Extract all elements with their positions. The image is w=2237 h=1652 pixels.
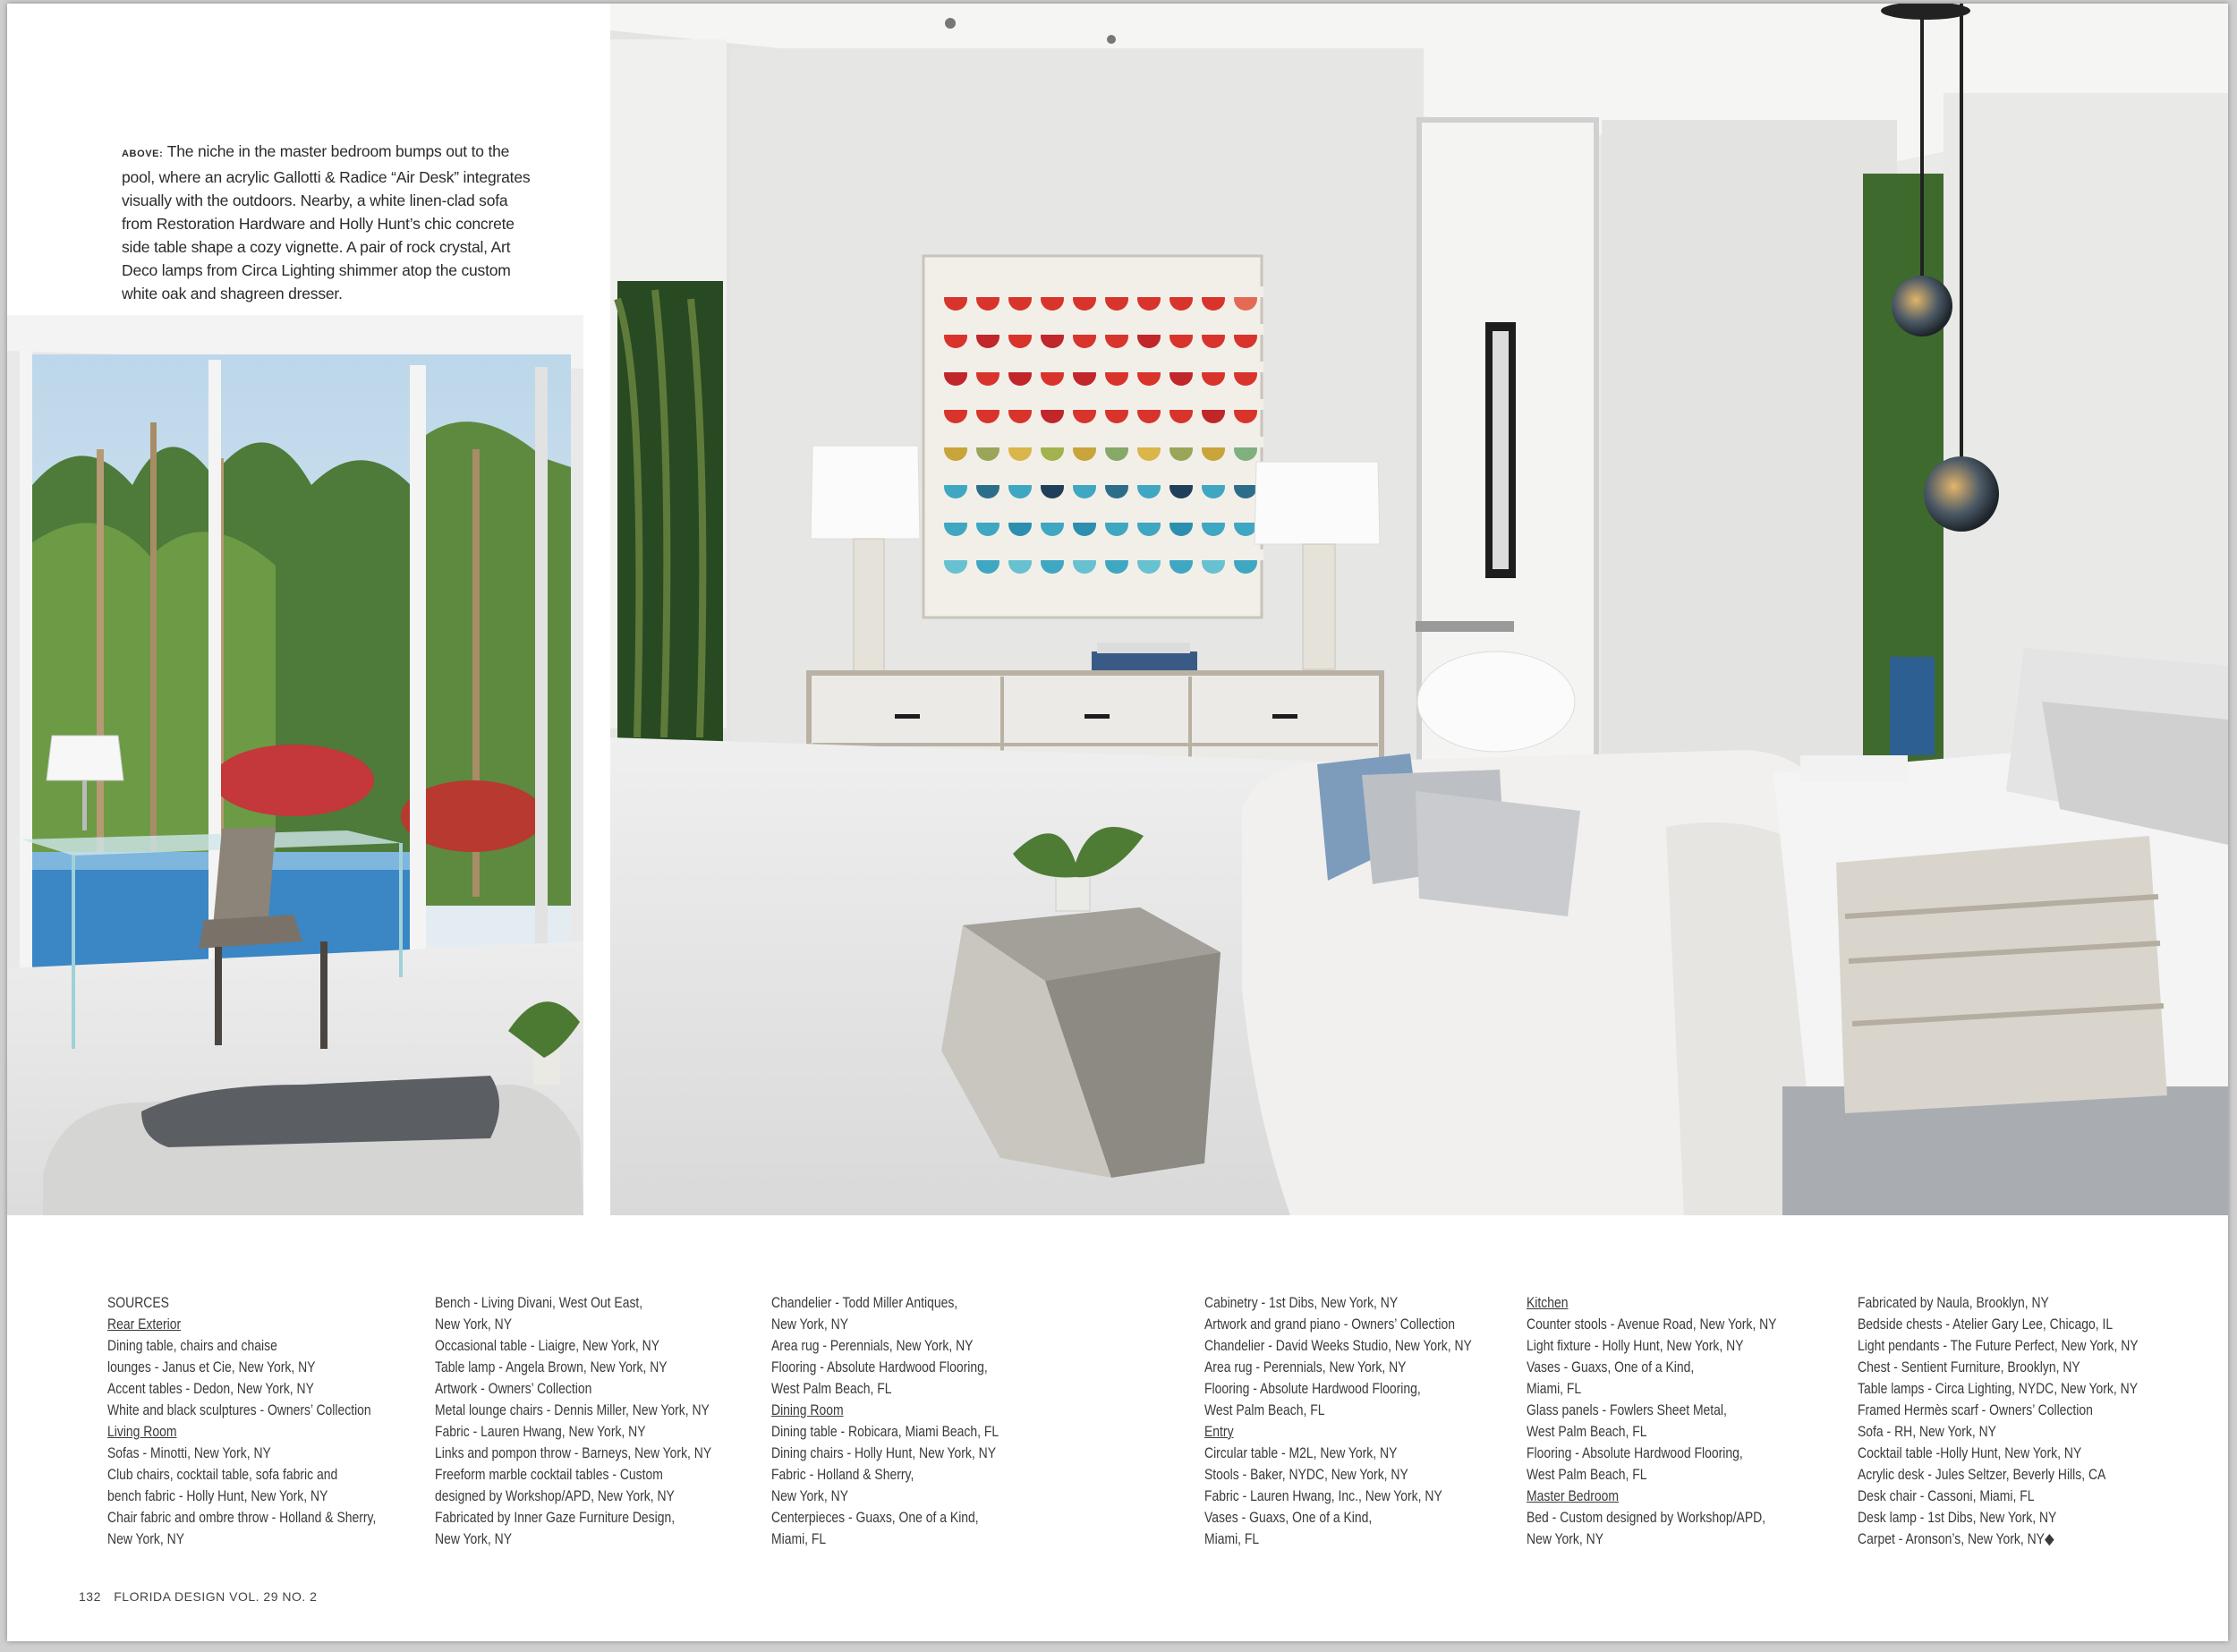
source-line: SOURCES	[107, 1294, 169, 1311]
source-line: Chair fabric and ombre throw - Holland & Sherry,	[107, 1509, 377, 1526]
source-line: West Palm Beach, FL	[1527, 1423, 1647, 1440]
source-line: New York, NY	[435, 1316, 513, 1333]
source-line: Chest - Sentient Furniture, Brooklyn, NY	[1858, 1358, 2080, 1375]
caption-text: The niche in the master bedroom bumps out to the pool, where an acrylic Gallotti & Radice “Air Desk” integrates visually with the outdoors. Nearby, a white linen-clad sofa from Restoration Hardware and Holly Hunt’s chic concrete side table shape a cozy vignette. A pair of rock crystal, Art Deco lamps from Circa Lighting shimmer atop the custom white oak and shagreen dresser.	[122, 142, 531, 302]
magazine-issue: FLORIDA DESIGN VOL. 29 NO. 2	[114, 1589, 318, 1604]
source-line: Metal lounge chairs - Dennis Miller, New York, NY	[435, 1401, 710, 1418]
source-line: Light fixture - Holly Hunt, New York, NY	[1527, 1337, 1744, 1354]
source-line: Links and pompon throw - Barneys, New York, NY	[435, 1444, 712, 1461]
master-bedroom-photo	[610, 4, 2228, 1215]
source-line: Freeform marble cocktail tables - Custom	[435, 1466, 663, 1483]
source-heading: Master Bedroom	[1527, 1487, 1620, 1504]
caption-lead: ABOVE:	[122, 149, 164, 159]
sources-col-5	[1527, 1292, 1776, 1550]
source-heading: Rear Exterior	[107, 1316, 182, 1333]
source-line: Miami, FL	[1204, 1530, 1260, 1547]
sources-col-1	[107, 1292, 376, 1550]
source-heading: Kitchen	[1527, 1294, 1569, 1311]
source-line: New York, NY	[771, 1487, 849, 1504]
source-line: Area rug - Perennials, New York, NY	[771, 1337, 974, 1354]
source-line: Fabricated by Inner Gaze Furniture Design,	[435, 1509, 676, 1526]
source-line: Sofas - Minotti, New York, NY	[107, 1444, 271, 1461]
source-line: Bed - Custom designed by Workshop/APD,	[1527, 1509, 1766, 1526]
source-line: Acrylic desk - Jules Seltzer, Beverly Hills, CA	[1858, 1466, 2106, 1483]
source-line: Circular table - M2L, New York, NY	[1204, 1444, 1398, 1461]
sources-col-4	[1204, 1292, 1472, 1550]
source-line: Dining chairs - Holly Hunt, New York, NY	[771, 1444, 997, 1461]
source-heading: Dining Room	[771, 1401, 844, 1418]
source-line: Cabinetry - 1st Dibs, New York, NY	[1204, 1294, 1399, 1311]
source-line: Stools - Baker, NYDC, New York, NY	[1204, 1466, 1408, 1483]
desk-niche-photo	[7, 315, 583, 1215]
source-line: Miami, FL	[771, 1530, 827, 1547]
source-line: Accent tables - Dedon, New York, NY	[107, 1380, 314, 1397]
sources-col-2	[435, 1292, 711, 1550]
source-line: New York, NY	[771, 1316, 849, 1333]
source-line: Fabric - Holland & Sherry,	[771, 1466, 914, 1483]
source-line: Desk chair - Cassoni, Miami, FL	[1858, 1487, 2035, 1504]
source-line: bench fabric - Holly Hunt, New York, NY	[107, 1487, 328, 1504]
source-line: Table lamps - Circa Lighting, NYDC, New York, NY	[1858, 1380, 2138, 1397]
source-line: White and black sculptures - Owners’ Collection	[107, 1401, 371, 1418]
source-line: Framed Hermès scarf - Owners’ Collection	[1858, 1401, 2093, 1418]
source-line: West Palm Beach, FL	[771, 1380, 892, 1397]
page-number: 132	[79, 1589, 101, 1604]
source-heading: Living Room	[107, 1423, 177, 1440]
source-line: Table lamp - Angela Brown, New York, NY	[435, 1358, 668, 1375]
source-line: Fabric - Lauren Hwang, Inc., New York, NY	[1204, 1487, 1442, 1504]
source-line: Dining table, chairs and chaise	[107, 1337, 277, 1354]
source-line: Chandelier - Todd Miller Antiques,	[771, 1294, 958, 1311]
source-line: Carpet - Aronson’s, New York, NY◆	[1858, 1530, 2054, 1547]
source-line: Flooring - Absolute Hardwood Flooring,	[1204, 1380, 1421, 1397]
source-line: Artwork - Owners’ Collection	[435, 1380, 592, 1397]
source-line: Bedside chests - Atelier Gary Lee, Chicago, IL	[1858, 1316, 2114, 1333]
source-line: Counter stools - Avenue Road, New York, NY	[1527, 1316, 1777, 1333]
source-line: Fabric - Lauren Hwang, New York, NY	[435, 1423, 646, 1440]
source-line: Chandelier - David Weeks Studio, New York, NY	[1204, 1337, 1472, 1354]
source-line: Vases - Guaxs, One of a Kind,	[1527, 1358, 1695, 1375]
magazine-spread	[7, 4, 2228, 1641]
source-heading: Entry	[1204, 1423, 1234, 1440]
source-line: Light pendants - The Future Perfect, New York, NY	[1858, 1337, 2139, 1354]
source-line: West Palm Beach, FL	[1527, 1466, 1647, 1483]
photo-caption	[122, 140, 533, 305]
source-line: Glass panels - Fowlers Sheet Metal,	[1527, 1401, 1727, 1418]
source-line: Dining table - Robicara, Miami Beach, FL	[771, 1423, 999, 1440]
source-line: Vases - Guaxs, One of a Kind,	[1204, 1509, 1373, 1526]
source-line: Flooring - Absolute Hardwood Flooring,	[771, 1358, 988, 1375]
source-line: New York, NY	[1527, 1530, 1604, 1547]
source-line: Area rug - Perennials, New York, NY	[1204, 1358, 1407, 1375]
source-line: New York, NY	[435, 1530, 513, 1547]
source-line: designed by Workshop/APD, New York, NY	[435, 1487, 675, 1504]
source-line: Club chairs, cocktail table, sofa fabric and	[107, 1466, 338, 1483]
page-folio	[79, 1589, 326, 1604]
source-line: Centerpieces - Guaxs, One of a Kind,	[771, 1509, 979, 1526]
source-line: Sofa - RH, New York, NY	[1858, 1423, 1996, 1440]
sources-col-6	[1858, 1292, 2139, 1550]
source-line: Cocktail table -Holly Hunt, New York, NY	[1858, 1444, 2082, 1461]
source-line: Bench - Living Divani, West Out East,	[435, 1294, 643, 1311]
source-line: West Palm Beach, FL	[1204, 1401, 1325, 1418]
sources-col-3	[771, 1292, 999, 1550]
source-line: New York, NY	[107, 1530, 185, 1547]
source-line: Miami, FL	[1527, 1380, 1582, 1397]
source-line: Artwork and grand piano - Owners’ Collection	[1204, 1316, 1455, 1333]
source-line: Flooring - Absolute Hardwood Flooring,	[1527, 1444, 1743, 1461]
source-line: Fabricated by Naula, Brooklyn, NY	[1858, 1294, 2049, 1311]
source-line: Desk lamp - 1st Dibs, New York, NY	[1858, 1509, 2057, 1526]
source-line: lounges - Janus et Cie, New York, NY	[107, 1358, 316, 1375]
source-line: Occasional table - Liaigre, New York, NY	[435, 1337, 660, 1354]
